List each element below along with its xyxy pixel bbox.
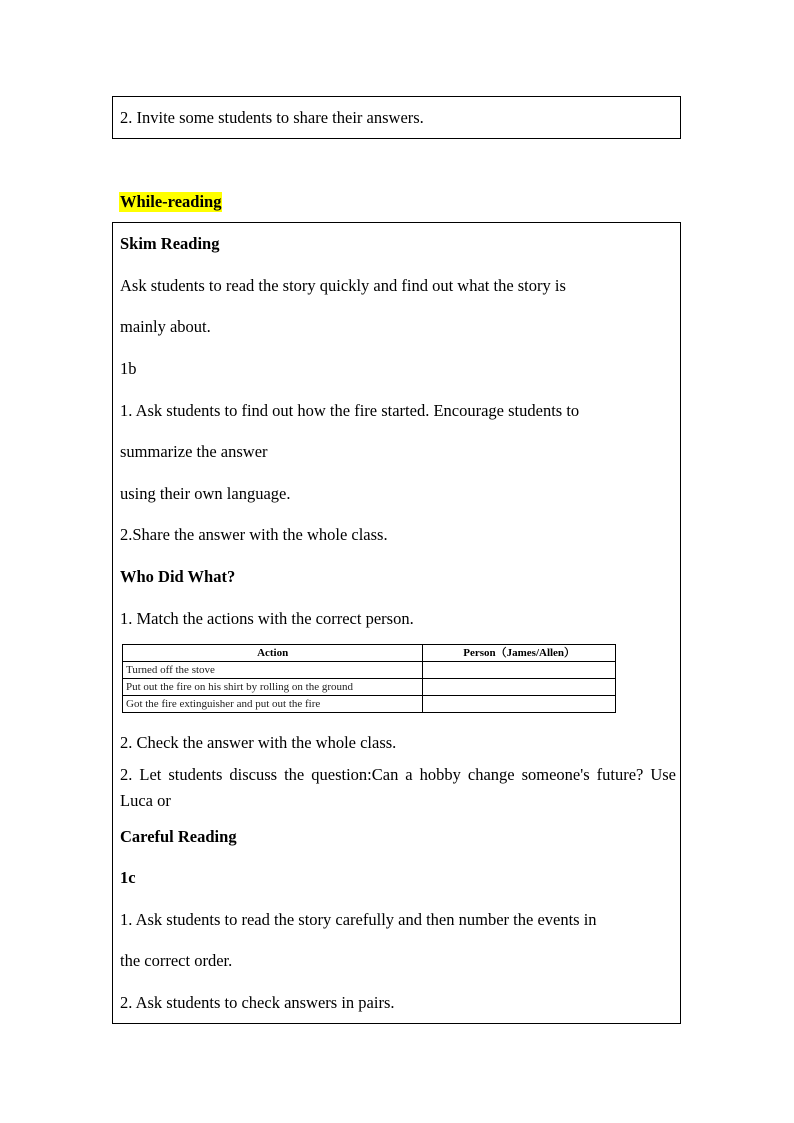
check-answer-line: 2. Check the answer with the whole class. xyxy=(120,733,397,752)
label-1b: 1b xyxy=(120,359,137,378)
careful-item1-line1: 1. Ask students to read the story carefully and then number the events in xyxy=(120,910,597,929)
match-actions-line: 1. Match the actions with the correct person. xyxy=(120,609,414,628)
careful-item1-line2: the correct order. xyxy=(120,951,233,970)
label-1c: 1c xyxy=(120,868,136,887)
item1-line2: summarize the answer xyxy=(120,442,268,461)
discuss-question-paragraph: 2. Let students discuss the question:Can a hobby change someone's future? Use Luca or xyxy=(120,765,676,810)
invite-students-line: 2. Invite some students to share their answers. xyxy=(120,108,424,127)
action-person-table xyxy=(122,644,616,713)
table-header-action: Action xyxy=(123,645,423,662)
table-cell-action: Put out the fire on his shirt by rolling on the ground xyxy=(123,679,423,696)
item1-line1: 1. Ask students to find out how the fire started. Encourage students to xyxy=(120,401,580,420)
table-cell-person xyxy=(423,679,616,696)
table-header-person: Person（James/Allen） xyxy=(423,645,616,662)
careful-reading-title: Careful Reading xyxy=(120,827,237,846)
skim-instruction-line1: Ask students to read the story quickly and find out what the story is xyxy=(120,276,566,295)
table-header-row xyxy=(123,645,616,662)
who-did-what-title: Who Did What? xyxy=(120,567,236,586)
careful-item2-line: 2. Ask students to check answers in pairs. xyxy=(120,993,395,1012)
table-row xyxy=(123,696,616,713)
item2-share-answer: 2.Share the answer with the whole class. xyxy=(120,525,388,544)
item1-line3: using their own language. xyxy=(120,484,291,503)
table-cell-person xyxy=(423,696,616,713)
skim-instruction-line2: mainly about. xyxy=(120,317,211,336)
skim-reading-title: Skim Reading xyxy=(120,234,220,253)
table-cell-action: Got the fire extinguisher and put out the fire xyxy=(123,696,423,713)
table-row xyxy=(123,679,616,696)
table-cell-action: Turned off the stove xyxy=(123,662,423,679)
section-heading-while-reading: While-reading xyxy=(120,192,222,211)
table-cell-person xyxy=(423,662,616,679)
table-row xyxy=(123,662,616,679)
